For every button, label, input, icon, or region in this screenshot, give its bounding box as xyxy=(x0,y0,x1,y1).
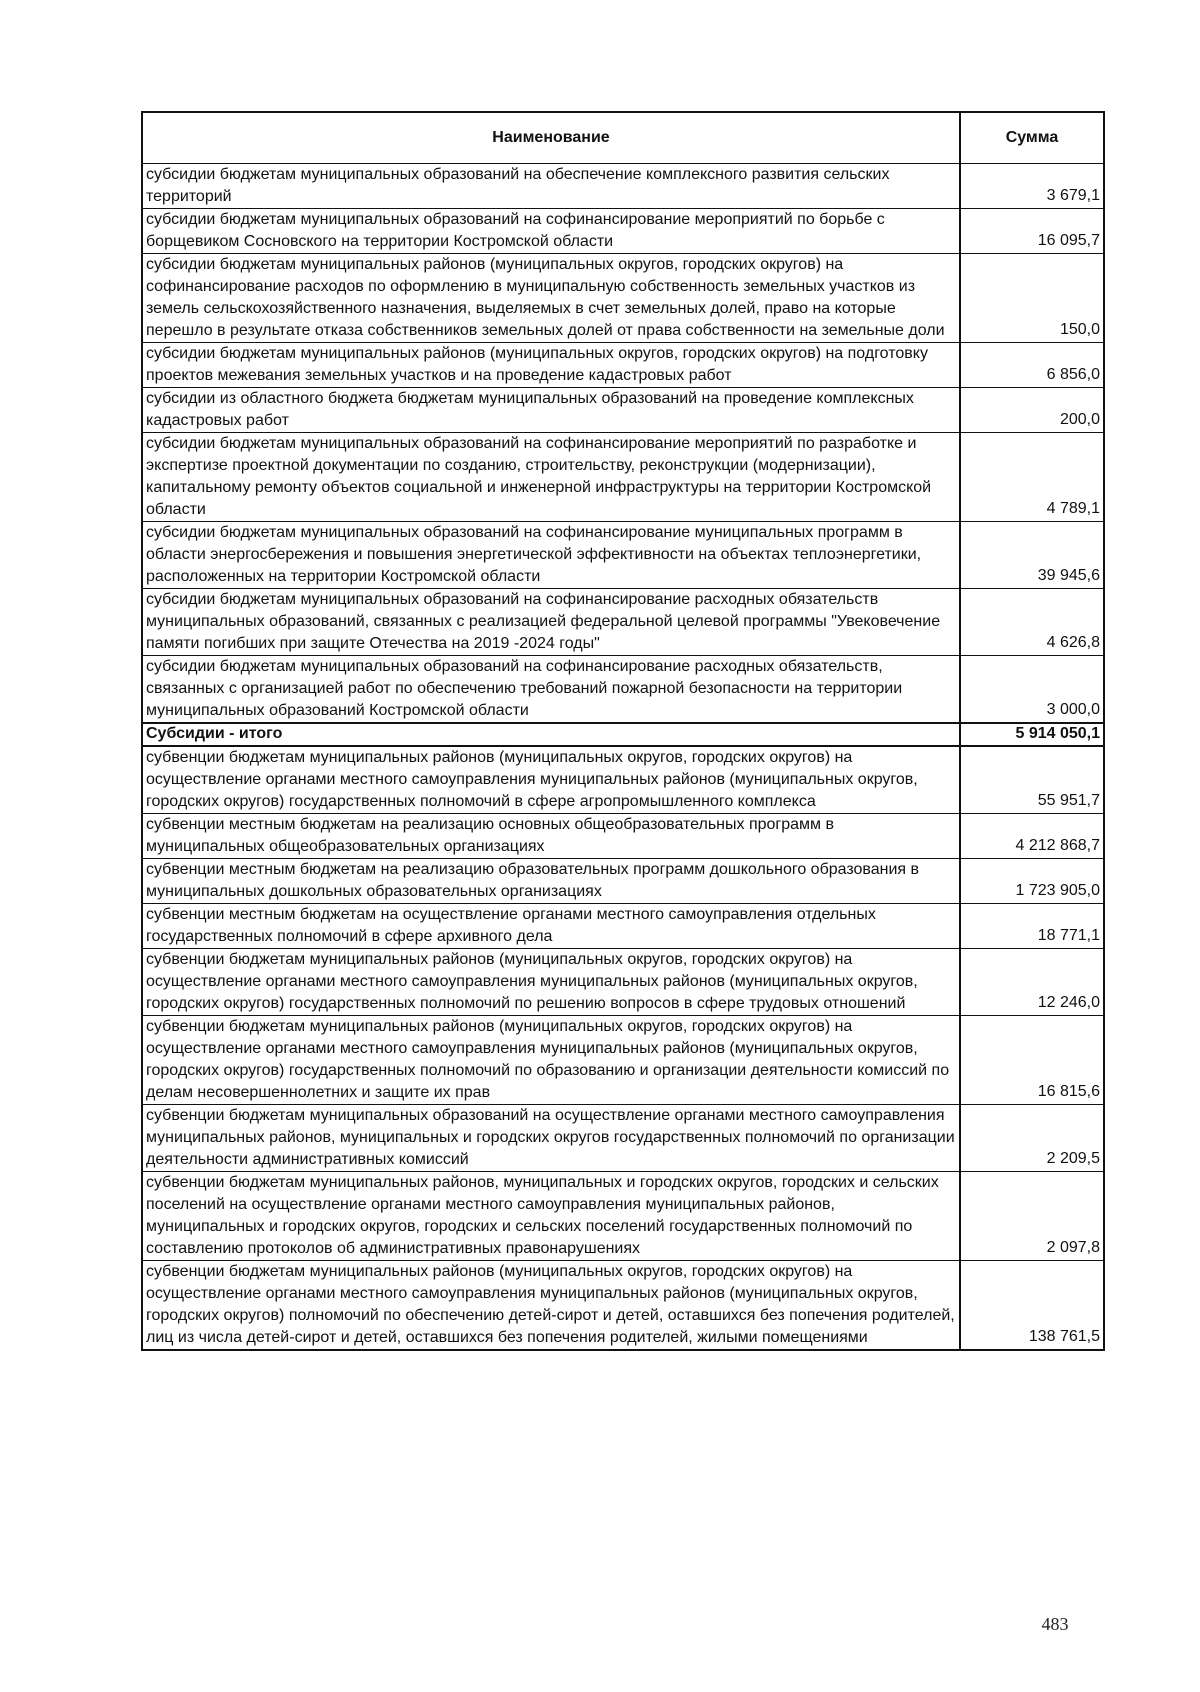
table-row xyxy=(142,1016,1104,1105)
row-sum: 16 815,6 xyxy=(960,1016,1104,1105)
row-sum: 4 789,1 xyxy=(960,433,1104,522)
subtotal-label: Субсидии - итого xyxy=(142,723,960,746)
row-sum: 16 095,7 xyxy=(960,209,1104,254)
row-name: субвенции местным бюджетам на реализацию основных общеобразовательных программ в муниципальных общеобразовательных организациях xyxy=(142,814,960,859)
table-row xyxy=(142,254,1104,343)
row-sum: 3 679,1 xyxy=(960,164,1104,209)
row-sum: 2 097,8 xyxy=(960,1172,1104,1261)
row-sum: 1 723 905,0 xyxy=(960,859,1104,904)
subtotal-row xyxy=(142,723,1104,746)
row-name: субсидии бюджетам муниципальных районов (муниципальных округов, городских округов) на подготовку проектов межевания земельных участков и на проведение кадастровых работ xyxy=(142,343,960,388)
table-row xyxy=(142,1172,1104,1261)
row-sum: 200,0 xyxy=(960,388,1104,433)
table-row xyxy=(142,656,1104,724)
table-row xyxy=(142,1261,1104,1351)
table-row xyxy=(142,388,1104,433)
row-sum: 2 209,5 xyxy=(960,1105,1104,1172)
row-name: субвенции бюджетам муниципальных образований на осуществление органами местного самоуправления муниципальных районов, муниципальных и городских округов государственных полномочий по организации деятельности административных комиссий xyxy=(142,1105,960,1172)
table-row xyxy=(142,904,1104,949)
row-sum: 138 761,5 xyxy=(960,1261,1104,1351)
column-header-name: Наименование xyxy=(142,112,960,164)
row-sum: 4 212 868,7 xyxy=(960,814,1104,859)
row-name: субвенции бюджетам муниципальных районов (муниципальных округов, городских округов) на осуществление органами местного самоуправления муниципальных районов (муниципальных округов, городских округов) государственных полномочий в сфере агропромышленного комплекса xyxy=(142,746,960,814)
table-row xyxy=(142,859,1104,904)
table-row xyxy=(142,343,1104,388)
table-row xyxy=(142,814,1104,859)
row-name: субвенции местным бюджетам на осуществление органами местного самоуправления отдельных государственных полномочий в сфере архивного дела xyxy=(142,904,960,949)
row-sum: 12 246,0 xyxy=(960,949,1104,1016)
row-name: субсидии бюджетам муниципальных образований на софинансирование расходных обязательств муниципальных образований, связанных с реализацией федеральной целевой программы "Увековечение памяти погибших при защите Отечества на 2019 -2024 годы" xyxy=(142,589,960,656)
table-header-row xyxy=(142,112,1104,164)
page-number: 483 xyxy=(1041,1614,1069,1634)
row-name: субвенции бюджетам муниципальных районов (муниципальных округов, городских округов) на осуществление органами местного самоуправления муниципальных районов (муниципальных округов, городских округов) государственных полномочий по образованию и организации деятельности комиссий по делам несовершеннолетних и защите их прав xyxy=(142,1016,960,1105)
table-row xyxy=(142,746,1104,814)
row-name: субвенции бюджетам муниципальных районов (муниципальных округов, городских округов) на осуществление органами местного самоуправления муниципальных районов (муниципальных округов, городских округов) полномочий по обеспечению детей-сирот и детей, оставшихся без попечения родителей, лиц из числа детей-сирот и детей, оставшихся без попечения родителей, жилыми помещениями xyxy=(142,1261,960,1351)
row-name: субсидии бюджетам муниципальных районов (муниципальных округов, городских округов) на софинансирование расходов по оформлению в муниципальную собственность земельных участков из земель сельскохозяйственного назначения, выделяемых в счет земельных долей, право на которые перешло в результате отказа собственников земельных долей от права собственности на земельные доли xyxy=(142,254,960,343)
row-sum: 150,0 xyxy=(960,254,1104,343)
row-sum: 6 856,0 xyxy=(960,343,1104,388)
table-row xyxy=(142,164,1104,209)
row-name: субсидии бюджетам муниципальных образований на софинансирование муниципальных программ в области энергосбережения и повышения энергетической эффективности на объектах теплоэнергетики, расположенных на территории Костромской области xyxy=(142,522,960,589)
row-sum: 18 771,1 xyxy=(960,904,1104,949)
row-sum: 3 000,0 xyxy=(960,656,1104,724)
row-name: субсидии бюджетам муниципальных образований на софинансирование мероприятий по борьбе с борщевиком Сосновского на территории Костромской области xyxy=(142,209,960,254)
table-row xyxy=(142,522,1104,589)
budget-table xyxy=(141,111,1105,1351)
row-sum: 39 945,6 xyxy=(960,522,1104,589)
table-row xyxy=(142,589,1104,656)
row-sum: 4 626,8 xyxy=(960,589,1104,656)
row-name: субвенции бюджетам муниципальных районов, муниципальных и городских округов, городских и сельских поселений на осуществление органами местного самоуправления муниципальных районов, муниципальных и городских округов, городских и сельских поселений государственных полномочий по составлению протоколов об административных правонарушениях xyxy=(142,1172,960,1261)
column-header-sum: Сумма xyxy=(960,112,1104,164)
row-name: субвенции бюджетам муниципальных районов (муниципальных округов, городских округов) на осуществление органами местного самоуправления муниципальных районов (муниципальных округов, городских округов) государственных полномочий по решению вопросов в сфере трудовых отношений xyxy=(142,949,960,1016)
row-name: субвенции местным бюджетам на реализацию образовательных программ дошкольного образования в муниципальных дошкольных образовательных организациях xyxy=(142,859,960,904)
subtotal-sum: 5 914 050,1 xyxy=(960,723,1104,746)
table-row xyxy=(142,1105,1104,1172)
row-name: субсидии бюджетам муниципальных образований на софинансирование мероприятий по разработке и экспертизе проектной документации по созданию, строительству, реконструкции (модернизации), капитальному ремонту объектов социальной и инженерной инфраструктуры на территории Костромской области xyxy=(142,433,960,522)
table-row xyxy=(142,433,1104,522)
row-name: субсидии из областного бюджета бюджетам муниципальных образований на проведение комплексных кадастровых работ xyxy=(142,388,960,433)
table-row xyxy=(142,949,1104,1016)
table-row xyxy=(142,209,1104,254)
row-sum: 55 951,7 xyxy=(960,746,1104,814)
row-name: субсидии бюджетам муниципальных образований на софинансирование расходных обязательств, связанных с организацией работ по обеспечению требований пожарной безопасности на территории муниципальных образований Костромской области xyxy=(142,656,960,724)
row-name: субсидии бюджетам муниципальных образований на обеспечение комплексного развития сельских территорий xyxy=(142,164,960,209)
